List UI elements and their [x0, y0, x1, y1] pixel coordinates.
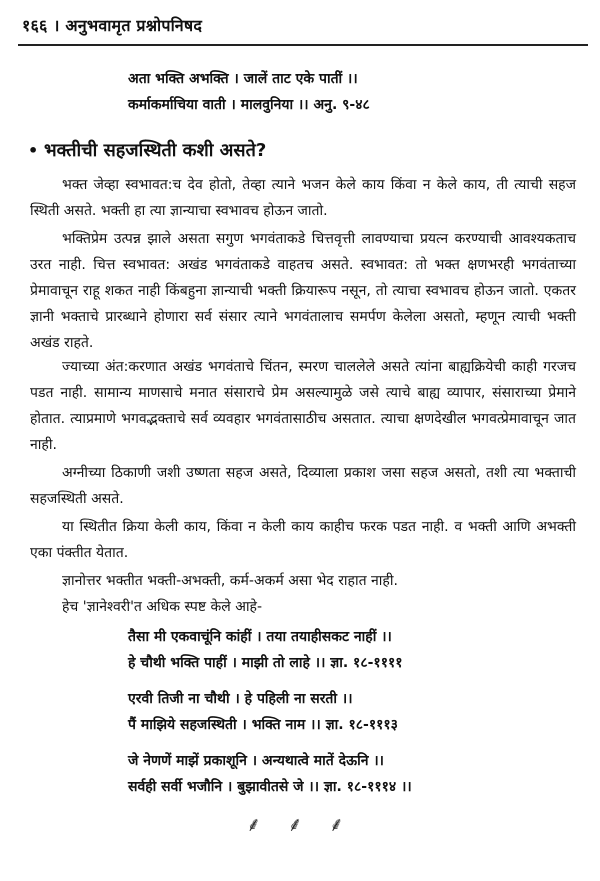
paragraph: ज्याच्या अंत:करणात अखंड भगवंताचे चिंतन, स्मरण चाललेले असते त्यांना बाह्यक्रियेची काही गरजच पडत नाही. सामान्य माणसाचे मनात संसाराचे प्रेम असल्यामुळे जसे त्याचे बाह्य व्यापार, संसाराच्या प्रेमाने होतात. त्याप्रमाणे भगवद्भक्ताचे सर्व व्यवहार भगवंतासाठीच असतात. त्याचा क्षणदेखील भगवत्प्रेमावाचून जात नाही.	[30, 359, 576, 453]
verse-line: कर्माकर्माचिया वाती । मालवुनिया ।। अनु. ९-४८	[128, 97, 370, 113]
running-header: १६६ । अनुभवामृत प्रश्नोपनिषद	[22, 16, 203, 35]
verse-line: जे नेणणें माझें प्रकाशूनि । अन्यथात्वे मातें देऊनि ।।	[128, 753, 384, 769]
section-heading-text: भक्तीची सहजस्थिती कशी असते?	[44, 140, 267, 161]
bullet-icon: •	[28, 141, 39, 160]
section-heading	[28, 138, 266, 162]
paragraph: हेच 'ज्ञानेश्वरी'त अधिक स्पष्ट केले आहे-	[62, 599, 263, 615]
paragraph: ज्ञानोत्तर भक्तीत भक्ती-अभक्ती, कर्म-अकर्म असा भेद राहात नाही.	[62, 573, 398, 589]
paragraph: या स्थितीत क्रिया केली काय, किंवा न केली काय काहीच फरक पडत नाही. व भक्ती आणि अभक्ती एका पंक्तीत येतात.	[30, 519, 576, 561]
header-rule	[18, 44, 588, 46]
verse-block	[128, 748, 412, 800]
verse-block	[128, 686, 398, 738]
verse-block	[128, 624, 403, 676]
verse-line: अता भक्ति अभक्ति । जालें ताट एके पातीं ।।	[128, 71, 358, 87]
verse-line: हे चौथी भक्ति पाहीं । माझी तो लाहे ।। ज्ञा. १८-११११	[128, 655, 403, 671]
paragraph: भक्त जेव्हा स्वभावत:च देव होतो, तेव्हा त्याने भजन केले काय किंवा न केले काय, ती त्याची सहज स्थिती असते. भक्ती हा त्या ज्ञान्याचा स्वभावच होऊन जातो.	[30, 177, 576, 219]
verse-line: पैं माझिये सहजस्थिती । भक्ति नाम ।। ज्ञा. १८-१११३	[128, 717, 398, 733]
verse-line: तैसा मी एकवाचूंनि कांहीं । तया तयाहीसकट नाहीं ।।	[128, 629, 392, 645]
verse-intro	[128, 66, 370, 118]
ornament-icon: ⸙ ⸙ ⸙	[246, 812, 354, 836]
paragraph: भक्तिप्रेम उत्पन्न झाले असता सगुण भगवंताकडे चित्तवृत्ती लावण्याचा प्रयत्न करण्याची आवश्यकताच उरत नाही. चित्त स्वभावत: अखंड भगवंताकडे वाहतच असते. स्वभावत: तो भक्त क्षणभरही भगवंताच्या प्रेमावाचून राहू शकत नाही किंबहुना ज्ञान्याची भक्ती क्रियारूप नसून, तो त्याचा स्वभावच होऊन जातो. एकतर ज्ञानी भक्ताचे प्रारब्धाने होणारा सर्व संसार त्याने भगवंतालाच समर्पण केलेला असतो, म्हणून त्याची भक्ती अखंड राहते.	[30, 231, 576, 351]
verse-line: एरवी तिजी ना चौथी । हे पहिली ना सरती ।।	[128, 691, 353, 707]
paragraph: अग्नीच्या ठिकाणी जशी उष्णता सहज असते, दिव्याला प्रकाश जसा सहज असतो, तशी त्या भक्ताची सहजस्थिती असते.	[30, 465, 576, 507]
verse-line: सर्वही सर्वी भजौनि । बुझावीतसे जे ।। ज्ञा. १८-१११४ ।।	[128, 779, 412, 795]
